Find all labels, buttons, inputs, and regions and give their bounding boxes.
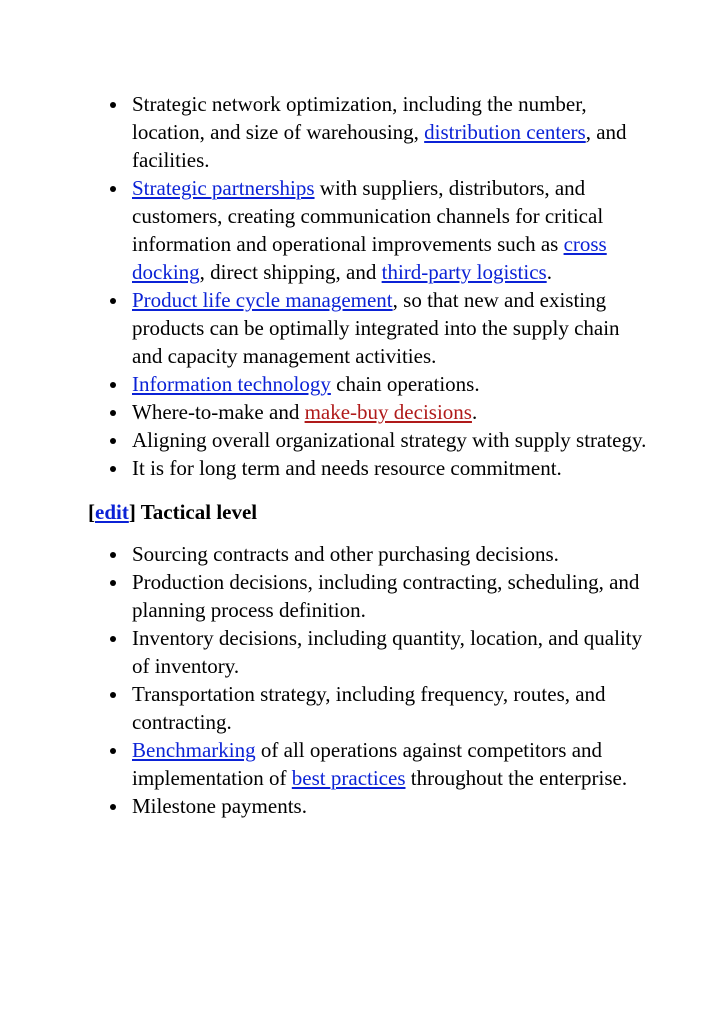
- bullet-icon: [110, 804, 116, 810]
- list-item: [88, 736, 652, 792]
- bullet-icon: [110, 382, 116, 388]
- list-item: [88, 792, 652, 820]
- list-item-text: Aligning overall organizational strategy with supply strategy.: [132, 428, 647, 452]
- tactical-list: [88, 540, 728, 820]
- list-item: [88, 624, 652, 680]
- list-item: [88, 454, 652, 482]
- inline-link[interactable]: third-party logistics: [381, 260, 547, 284]
- bullet-icon: [110, 102, 116, 108]
- edit-link[interactable]: edit: [95, 500, 129, 524]
- bullet-icon: [110, 748, 116, 754]
- inline-link[interactable]: Product life cycle management: [132, 288, 393, 312]
- list-item: [88, 370, 652, 398]
- list-item-text: Inventory decisions, including quantity, location, and quality of inventory.: [132, 626, 643, 678]
- list-item-text: Sourcing contracts and other purchasing decisions.: [132, 542, 559, 566]
- list-item-text: Where-to-make and: [132, 400, 305, 424]
- bullet-icon: [110, 580, 116, 586]
- bullet-icon: [110, 552, 116, 558]
- list-item: [88, 680, 652, 736]
- strategic-list: [88, 90, 728, 482]
- list-item-text: chain operations.: [330, 372, 480, 396]
- list-item: [88, 568, 652, 624]
- list-item-text: .: [471, 400, 478, 424]
- bullet-icon: [110, 466, 116, 472]
- list-item-text: Milestone payments.: [132, 794, 307, 818]
- heading-title: Tactical level: [135, 500, 258, 524]
- list-item-text: .: [546, 260, 552, 284]
- list-item-text: Transportation strategy, including frequency, routes, and contracting.: [132, 682, 606, 734]
- inline-link[interactable]: make-buy decisions: [304, 400, 472, 424]
- inline-link[interactable]: cross docking: [132, 232, 607, 284]
- tactical-level-heading: [88, 498, 728, 526]
- inline-link[interactable]: Benchmarking: [132, 738, 256, 762]
- bullet-icon: [110, 298, 116, 304]
- bullet-icon: [110, 410, 116, 416]
- list-item-text: of all operations against competitors and implementation of: [132, 738, 603, 790]
- inline-link[interactable]: best practices: [291, 766, 406, 790]
- list-item-text: with suppliers, distributors, and customers, creating communication channels for critical information and operational improvements such as: [132, 176, 604, 256]
- list-item: [88, 540, 652, 568]
- list-item: [88, 90, 652, 174]
- bullet-icon: [110, 636, 116, 642]
- list-item: [88, 398, 652, 426]
- inline-link[interactable]: Information technology: [132, 372, 331, 396]
- list-item-text: , so that new and existing products can be optimally integrated into the supply chain and capacity management activities.: [132, 288, 620, 368]
- inline-link[interactable]: Strategic partnerships: [132, 176, 315, 200]
- bullet-icon: [110, 438, 116, 444]
- heading-close-bracket: ]: [128, 500, 136, 524]
- inline-link[interactable]: distribution centers: [424, 120, 586, 144]
- list-item-text: throughout the enterprise.: [405, 766, 628, 790]
- list-item: [88, 174, 652, 286]
- list-item-text: It is for long term and needs resource commitment.: [132, 456, 562, 480]
- list-item-text: , and facilities.: [132, 120, 627, 172]
- list-item-text: , direct shipping, and: [199, 260, 382, 284]
- list-item: [88, 286, 652, 370]
- heading-open-bracket: [: [88, 500, 95, 524]
- list-item-text: Strategic network optimization, including the number, location, and size of warehousing,: [132, 92, 587, 144]
- list-item: [88, 426, 652, 454]
- bullet-icon: [110, 692, 116, 698]
- list-item-text: Production decisions, including contracting, scheduling, and planning process definition.: [132, 570, 640, 622]
- bullet-icon: [110, 186, 116, 192]
